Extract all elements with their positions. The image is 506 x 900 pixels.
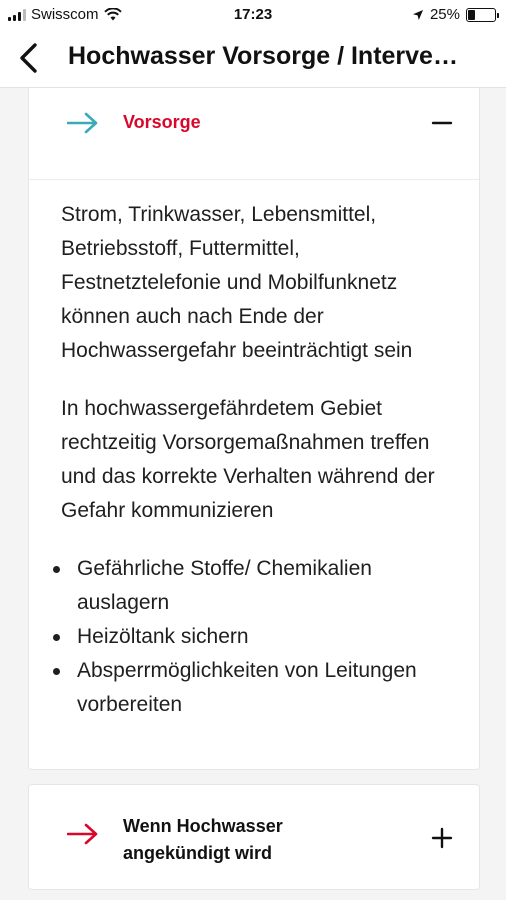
arrow-right-icon xyxy=(67,823,99,845)
status-bar xyxy=(0,0,506,30)
battery-icon xyxy=(466,8,496,22)
plus-icon[interactable] xyxy=(429,825,455,851)
list-item: Gefährliche Stoffe/ Chemikalien auslagern xyxy=(61,552,461,620)
accordion-hochwasser-angekuendigt[interactable] xyxy=(28,784,480,890)
carrier-name: Swisscom xyxy=(31,6,99,23)
status-time: 17:23 xyxy=(233,6,273,23)
accordion-title: Wenn Hochwasser angekündigt wird xyxy=(123,816,283,863)
back-button[interactable] xyxy=(8,38,48,78)
list-item: Absperrmöglichkeiten von Leitungen vorbereiten xyxy=(61,654,461,722)
list-item: Heizöltank sichern xyxy=(61,620,461,654)
accordion-body xyxy=(61,198,461,722)
body-paragraph: Strom, Trinkwasser, Lebensmittel, Betriebsstoff, Futtermittel, Festnetztelefonie und Mobilfunknetz können auch nach Ende der Hochwassergefahr beeinträchtigt sein xyxy=(61,203,413,362)
chevron-left-icon xyxy=(17,42,39,74)
navigation-bar xyxy=(0,30,506,88)
accordion-vorsorge xyxy=(28,88,480,770)
accordion-header-vorsorge[interactable] xyxy=(29,88,479,180)
page-title: Hochwasser Vorsorge / Interve… xyxy=(68,42,458,70)
accordion-title: Vorsorge xyxy=(123,112,201,132)
location-arrow-icon xyxy=(412,9,424,21)
battery-percent: 25% xyxy=(429,6,460,23)
minus-icon[interactable] xyxy=(429,110,455,136)
arrow-right-icon xyxy=(67,112,99,134)
status-right xyxy=(412,6,496,23)
bullet-list xyxy=(61,552,461,722)
body-paragraph: In hochwassergefährdetem Gebiet rechtzeitig Vorsorgemaßnahmen treffen und das korrekte Verhalten während der Gefahr kommunizieren xyxy=(61,397,435,522)
